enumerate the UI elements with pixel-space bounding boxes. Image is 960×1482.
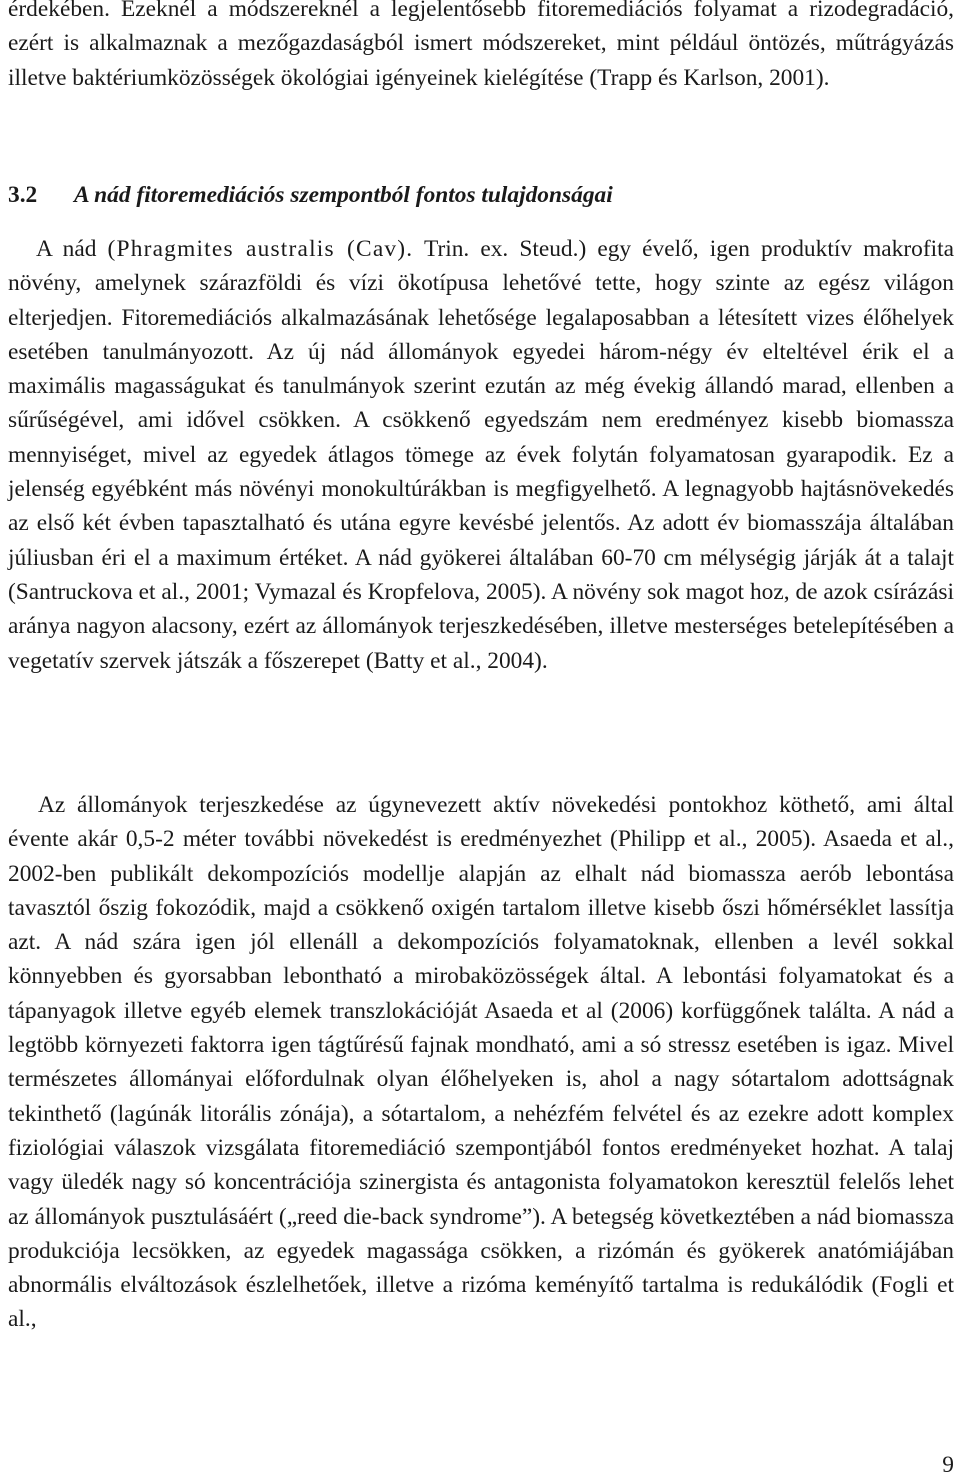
reed-body-text: Trin. ex. Steud.) egy évelő, igen produktív makrofita növény, amelynek szárazföldi és vízi ökotípusa lehetővé tette, hogy szinte az egész világon elterjedjen. Fitoremediációs alkalmazásának lehetősége legalaposabban a létesített vizes élőhelyek esetében tanulmányozott. Az új nád állományok egyedei három-négy év elteltével érik el a maximális magasságukat és tanulmányok szerint ezután az még évekig állandó marad, ellenben a sűrűségével, ami idővel csökken. A csökkenő egyedszám nem eredményez kisebb biomassza mennyiséget, mivel az egyedek átlagos tömege az évek folytán folyamatosan gyarapodik. Ez a jelenség egyébként más növényi monokultúrákban is megfigyelhető. A legnagyobb hajtásnövekedés az első két évben tapasztalható és utána egyre kevésbé jelentős. Az adott év biomasszája általában júliusban éri el a maximum értéket. A nád gyökerei általában 60-70 cm mélységig járják át a talajt (Santruckova et al., 2001; Vymazal és Kropfelova, 2005). A növény sok magot hoz, de azok csírázási aránya nagyon alacsony, ezért az állományok terjeszkedésében, illetve mesterséges betelepítésében a vegetatív szervek játszák a főszerepet (Batty et al., 2004). <box>8 236 954 674</box>
paragraph-stand-spread: Az állományok terjeszkedése az úgynevezett aktív növekedési pontokhoz köthető, ami által évente akár 0,5-2 méter további növekedést is eredményezhet (Philipp et al., 2005). Asaeda et al., 2002-ben publikált dekompozíciós modellje alapján az elhalt nád biomassza aerób lebontása tavasztól őszig fokozódik, majd a csökkenő oxigén tartalom illetve kisebb őszi hőmérséklet lassítja azt. A nád szára igen jól ellenáll a dekompozíciós folyamatoknak, ellenben a levél sokkal könnyebben és gyorsabban lebontható a mirobaközösségek által. A lebontási folyamatokat és a tápanyagok illetve egyéb elemek transzlokációját Asaeda et al (2006) korfüggőnek találta. A nád a legtöbb környezeti faktorra igen tágtűrésű fajnak mondható, ami a só stressz esetében is igaz. Mivel természetes állományai előfordulnak olyan élőhelyeken is, ahol a nagy sótartalom adottságnak tekinthető (lagúnák litorális zónája), a sótartalom, a nehézfém felvétel és az ezekre adott komplex fiziológiai válaszok vizsgálata fitoremediáció szempontjából fontos eredményeket hozhat. A talaj vagy üledék nagy só koncentrációja szinergista és antagonista folyamatokon keresztül felelős lehet az állományok pusztulásáért („reed die-back syndrome”). A betegség következtében a nád biomassza produkciója lecsökken, az egyedek magassága csökken, a rizómán és gyökerek anatómiájában abnormális elváltozások észlelhetőek, illetve a rizóma keményítő tartalma is redukálódik (Fogli et al., <box>8 792 954 1333</box>
paragraph-rhizodegradation: érdekében. Ezeknél a módszereknél a legjelentősebb fitoremediációs folyamat a rizodegradáció, ezért is alkalmaznak a mezőgazdaságból ismert módszereket, mint például öntözés, műtrágyázás illetve baktériumközösségek ökológiai igényeinek kielégítése (Trapp és Karlson, 2001). <box>8 0 954 91</box>
species-name: (Phragmites australis (Cav). <box>107 236 414 262</box>
page-number: 9 <box>942 1452 954 1478</box>
section-number: 3.2 <box>8 182 38 208</box>
section-heading <box>8 178 954 212</box>
reed-lead-text: A nád <box>36 236 108 262</box>
paragraph-reed-description <box>8 232 954 678</box>
section-title: A nád fitoremediációs szempontból fontos tulajdonságai <box>74 182 613 208</box>
